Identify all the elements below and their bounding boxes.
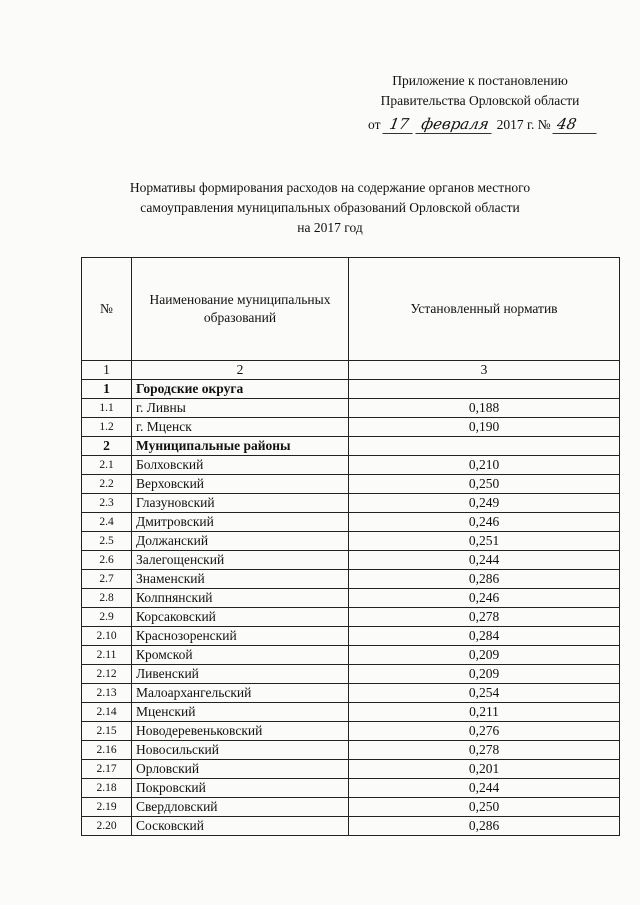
row-value: 0,188	[349, 399, 620, 418]
row-name: Новодеревеньковский	[132, 722, 349, 741]
title-line-1: Нормативы формирования расходов на содержание органов местного	[129, 180, 531, 195]
row-name: Должанский	[132, 532, 349, 551]
row-number: 2.14	[82, 703, 132, 722]
row-name: Ливенский	[132, 665, 349, 684]
table-row	[82, 418, 620, 437]
row-number: 2.13	[82, 684, 132, 703]
table-row	[82, 817, 620, 836]
table-row	[82, 627, 620, 646]
row-number: 2.3	[82, 494, 132, 513]
appendix-heading	[360, 71, 600, 111]
row-name: Краснозоренский	[132, 627, 349, 646]
column-number: 2	[132, 361, 349, 380]
table-body	[82, 361, 620, 836]
row-name: Городские округа	[132, 380, 349, 399]
row-name: Корсаковский	[132, 608, 349, 627]
table-row	[82, 741, 620, 760]
row-value: 0,246	[349, 513, 620, 532]
table-row	[82, 456, 620, 475]
table-row	[82, 760, 620, 779]
decree-day: 17	[382, 116, 415, 134]
table-row	[82, 570, 620, 589]
row-number: 2.19	[82, 798, 132, 817]
header-name: Наименование муниципальных образований	[132, 258, 349, 361]
table-row	[82, 399, 620, 418]
table-section-row	[82, 437, 620, 456]
row-name: г. Мценск	[132, 418, 349, 437]
row-value: 0,278	[349, 608, 620, 627]
table-row	[82, 703, 620, 722]
row-value: 0,249	[349, 494, 620, 513]
row-number: 2.12	[82, 665, 132, 684]
norms-table-wrapper	[81, 257, 620, 836]
table-row	[82, 779, 620, 798]
column-number: 3	[349, 361, 620, 380]
row-number: 2.6	[82, 551, 132, 570]
row-name: Болховский	[132, 456, 349, 475]
column-number: 1	[82, 361, 132, 380]
row-value	[349, 437, 620, 456]
row-number: 2.5	[82, 532, 132, 551]
appendix-line-2: Правительства Орловской области	[380, 93, 580, 108]
decree-from-label: от	[368, 117, 381, 132]
table-row	[82, 494, 620, 513]
table-row	[82, 532, 620, 551]
row-name: Свердловский	[132, 798, 349, 817]
row-number: 2.18	[82, 779, 132, 798]
norms-table	[81, 257, 620, 836]
document-title	[90, 178, 570, 238]
row-name: г. Ливны	[132, 399, 349, 418]
row-value: 0,286	[349, 570, 620, 589]
row-number: 2	[82, 437, 132, 456]
header-num: №	[82, 258, 132, 361]
row-number: 1.1	[82, 399, 132, 418]
row-number: 2.2	[82, 475, 132, 494]
row-value: 0,251	[349, 532, 620, 551]
row-value: 0,254	[349, 684, 620, 703]
row-number: 2.10	[82, 627, 132, 646]
row-value	[349, 380, 620, 399]
row-number: 1.2	[82, 418, 132, 437]
row-value: 0,278	[349, 741, 620, 760]
row-number: 2.7	[82, 570, 132, 589]
row-name: Глазуновский	[132, 494, 349, 513]
row-number: 2.1	[82, 456, 132, 475]
table-row	[82, 665, 620, 684]
table-row	[82, 798, 620, 817]
row-number: 2.15	[82, 722, 132, 741]
row-number: 2.11	[82, 646, 132, 665]
row-number: 2.16	[82, 741, 132, 760]
row-value: 0,284	[349, 627, 620, 646]
row-name: Муниципальные районы	[132, 437, 349, 456]
row-name: Верховский	[132, 475, 349, 494]
table-row	[82, 646, 620, 665]
title-line-2: самоуправления муниципальных образований Орловской области	[140, 200, 520, 215]
row-value: 0,209	[349, 646, 620, 665]
table-row	[82, 513, 620, 532]
title-line-3: на 2017 год	[297, 220, 363, 235]
table-row	[82, 589, 620, 608]
row-value: 0,250	[349, 475, 620, 494]
table-row	[82, 722, 620, 741]
row-name: Знаменский	[132, 570, 349, 589]
row-name: Колпнянский	[132, 589, 349, 608]
row-name: Кромской	[132, 646, 349, 665]
row-value: 0,244	[349, 779, 620, 798]
row-value: 0,286	[349, 817, 620, 836]
table-section-row	[82, 380, 620, 399]
row-value: 0,211	[349, 703, 620, 722]
header-norm: Установленный норматив	[349, 258, 620, 361]
decree-date-line	[368, 116, 598, 134]
row-number: 2.17	[82, 760, 132, 779]
row-name: Дмитровский	[132, 513, 349, 532]
row-name: Малоархангельский	[132, 684, 349, 703]
table-row	[82, 608, 620, 627]
row-name: Новосильский	[132, 741, 349, 760]
row-value: 0,246	[349, 589, 620, 608]
row-name: Мценский	[132, 703, 349, 722]
row-value: 0,190	[349, 418, 620, 437]
row-value: 0,244	[349, 551, 620, 570]
row-value: 0,209	[349, 665, 620, 684]
row-number: 1	[82, 380, 132, 399]
appendix-line-1: Приложение к постановлению	[392, 73, 568, 88]
row-name: Залегощенский	[132, 551, 349, 570]
table-row	[82, 475, 620, 494]
row-value: 0,210	[349, 456, 620, 475]
row-value: 0,276	[349, 722, 620, 741]
table-row	[82, 684, 620, 703]
decree-month: февраля	[416, 116, 495, 134]
table-row	[82, 551, 620, 570]
row-name: Сосковский	[132, 817, 349, 836]
row-number: 2.4	[82, 513, 132, 532]
row-name: Покровский	[132, 779, 349, 798]
row-number: 2.20	[82, 817, 132, 836]
row-value: 0,201	[349, 760, 620, 779]
row-name: Орловский	[132, 760, 349, 779]
row-value: 0,250	[349, 798, 620, 817]
table-header-row	[82, 258, 620, 361]
decree-year-label: 2017 г. №	[496, 117, 551, 132]
row-number: 2.8	[82, 589, 132, 608]
column-number-row	[82, 361, 620, 380]
decree-number: 48	[552, 116, 599, 134]
row-number: 2.9	[82, 608, 132, 627]
